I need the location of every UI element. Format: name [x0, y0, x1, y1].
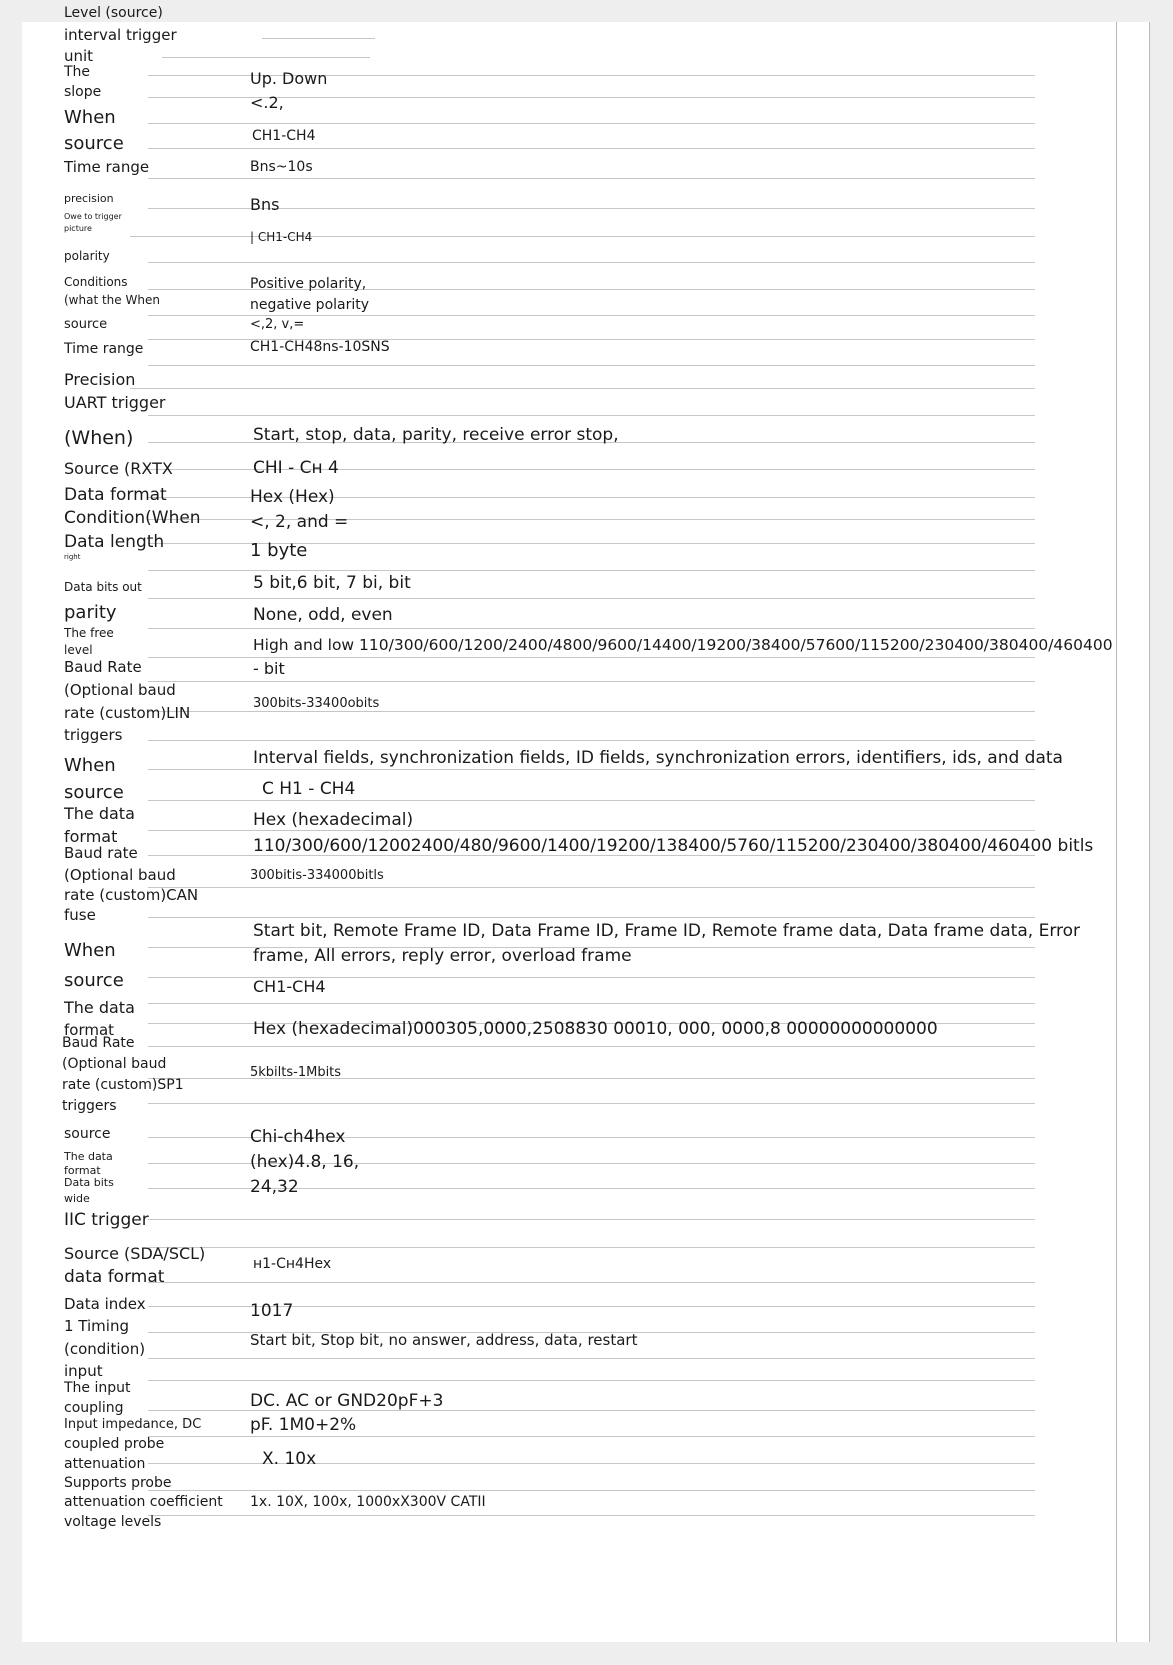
spec-label: source [64, 317, 108, 332]
row-rule [148, 148, 1035, 149]
column-divider [1116, 22, 1117, 1642]
row-rule [148, 1003, 1035, 1004]
spec-label: Time range [64, 158, 150, 176]
spec-value: <.2, [250, 93, 284, 112]
spec-label: (Optional baud [62, 1056, 167, 1072]
spec-label: 1 Timing [64, 1317, 129, 1335]
spec-value: CH1-CH48ns-10SNS [250, 339, 390, 355]
row-rule [148, 769, 1035, 770]
spec-label: The [64, 64, 91, 80]
row-rule [162, 57, 370, 58]
spec-label: source [64, 1126, 111, 1142]
spec-value: CH1-CH4 [253, 977, 326, 996]
row-rule [148, 800, 1035, 801]
spec-label: (Optional baud [64, 681, 176, 699]
spec-value: DC. AC or GND20pF+3 [250, 1391, 444, 1411]
page-edge [1149, 22, 1150, 1642]
spec-label: picture [64, 224, 92, 233]
spec-label: slope [64, 84, 102, 100]
spec-label: rate (custom)SP1 [62, 1077, 184, 1093]
spec-label: IIC trigger [64, 1210, 149, 1230]
spec-value: Hex (hexadecimal) [253, 810, 414, 830]
row-rule [148, 598, 1035, 599]
spec-value: Chi-ch4hex [250, 1127, 346, 1147]
spec-label: Precision [64, 370, 136, 389]
row-rule [148, 1219, 1035, 1220]
spec-label: precision [64, 192, 114, 205]
spec-label: The data [64, 1150, 113, 1163]
spec-label: source [64, 133, 124, 154]
spec-label: source [64, 782, 124, 803]
spec-label: format [64, 1164, 101, 1177]
spec-value: 110/300/600/12002400/480/9600/1400/19200/138400/5760/115200/230400/380400/460400 bitls [253, 836, 1094, 856]
spec-label: format [64, 827, 118, 846]
spec-label: (When) [64, 427, 134, 449]
spec-value: 5 bit,6 bit, 7 bi, bit [253, 573, 411, 593]
spec-value: 300bitis-334000bitls [250, 868, 384, 883]
spec-label: polarity [64, 249, 110, 263]
row-rule [148, 1282, 1035, 1283]
spec-value: - bit [253, 659, 285, 678]
spec-value: Hex (hexadecimal)000305,0000,2508830 00010, 000, 0000,8 00000000000000 [253, 1019, 938, 1039]
spec-label: Data length [64, 532, 165, 552]
spec-label: Baud rate [64, 844, 138, 862]
row-rule [148, 178, 1035, 179]
spec-value: Up. Down [250, 69, 328, 88]
spec-value: | CH1-CH4 [250, 230, 313, 244]
spec-value: frame, All errors, reply error, overload frame [253, 946, 632, 966]
row-rule [148, 415, 1035, 416]
spec-value: X. 10x [262, 1449, 317, 1469]
spec-label: attenuation [64, 1456, 146, 1472]
spec-value: Interval fields, synchronization fields, ID fields, synchronization errors, identifiers, ids, and data [253, 748, 1063, 768]
spec-label: Conditions [64, 275, 128, 289]
spec-value: 5kbilts-1Mbits [250, 1065, 342, 1080]
spec-value: Start bit, Remote Frame ID, Data Frame ID, Frame ID, Remote frame data, Data frame data, Error [253, 921, 1081, 941]
row-rule [148, 315, 1035, 316]
spec-label: parity [64, 602, 117, 623]
spec-label: Data format [64, 485, 167, 505]
spec-value: Bns~10s [250, 159, 313, 175]
row-rule [148, 208, 1035, 209]
spec-label: The free [64, 626, 114, 640]
spec-value: 1 byte [250, 540, 308, 561]
spec-label: fuse [64, 906, 96, 924]
spec-label: Input impedance, DC [64, 1417, 202, 1432]
spec-value: CHI - Cн 4 [253, 458, 339, 478]
spec-label: right [64, 553, 81, 561]
spec-label: The data [64, 998, 135, 1017]
row-rule [148, 657, 1035, 658]
spec-label: Time range [64, 341, 144, 357]
spec-value: High and low 110/300/600/1200/2400/4800/9600/14400/19200/38400/57600/115200/230400/380400/460400 [253, 636, 1113, 654]
spec-label: voltage levels [64, 1514, 162, 1530]
spec-label: rate (custom)CAN [64, 886, 199, 904]
row-rule [148, 123, 1035, 124]
spec-label: rate (custom)LIN [64, 704, 191, 722]
spec-label: Data index [64, 1295, 146, 1313]
spec-label: source [64, 970, 124, 991]
spec-label: UART trigger [64, 393, 166, 412]
spec-value: C H1 - CH4 [262, 779, 356, 799]
spec-value: 24,32 [250, 1177, 299, 1197]
spec-label: unit [64, 47, 94, 65]
spec-label: When [64, 940, 116, 961]
row-rule [148, 1247, 1035, 1248]
spec-value: (hex)4.8, 16, [250, 1152, 360, 1172]
row-rule [148, 365, 1035, 366]
row-rule [148, 1358, 1035, 1359]
row-rule [148, 1380, 1035, 1381]
spec-label: Level (source) [64, 5, 163, 21]
spec-label: The input [64, 1380, 131, 1396]
spec-label: Condition(When [64, 508, 201, 528]
spec-label: wide [64, 1192, 90, 1205]
spec-label: triggers [64, 726, 123, 744]
spec-value: Start bit, Stop bit, no answer, address, data, restart [250, 1331, 638, 1349]
spec-value: <, 2, and = [250, 512, 349, 532]
spec-label: triggers [62, 1098, 117, 1114]
row-rule [148, 917, 1035, 918]
spec-label: coupled probe [64, 1436, 165, 1452]
row-rule [130, 388, 1035, 389]
row-rule [148, 1103, 1035, 1104]
spec-value: Positive polarity, [250, 276, 367, 292]
spec-label: Data bits [64, 1176, 114, 1189]
spec-label: Data bits out [64, 580, 142, 594]
spec-label: Owe to trigger [64, 212, 122, 221]
row-rule [148, 1515, 1035, 1516]
spec-label: When [64, 755, 116, 776]
spec-label: input [64, 1362, 103, 1380]
spec-label: Source (RXTX [64, 459, 173, 478]
spec-label: interval trigger [64, 26, 177, 44]
spec-value: н1-Cн4Hex [253, 1256, 332, 1272]
spec-label: attenuation coefficient [64, 1494, 223, 1510]
spec-value: 1017 [250, 1301, 294, 1321]
row-rule [148, 1436, 1035, 1437]
row-rule [148, 1046, 1035, 1047]
spec-label: When [64, 107, 116, 128]
spec-value: <,2, v,= [250, 317, 305, 332]
spec-label: Supports probe [64, 1475, 172, 1491]
spec-label: (what the When [64, 293, 160, 307]
spec-label: (condition) [64, 1340, 146, 1358]
spec-value: Start, stop, data, parity, receive error stop, [253, 425, 619, 445]
row-rule [262, 38, 375, 39]
spec-sheet [22, 5, 1150, 1642]
spec-label: coupling [64, 1400, 124, 1416]
spec-value: negative polarity [250, 297, 370, 313]
spec-label: data format [64, 1267, 165, 1287]
row-rule [148, 681, 1035, 682]
row-rule [148, 570, 1035, 571]
spec-value: CH1-CH4 [252, 128, 316, 144]
spec-label: Baud Rate [64, 658, 142, 676]
spec-value: None, odd, even [253, 605, 393, 625]
row-rule [148, 262, 1035, 263]
spec-label: (Optional baud [64, 866, 176, 884]
spec-label: Baud Rate [62, 1035, 135, 1051]
spec-label: format [64, 1021, 115, 1039]
row-rule [148, 887, 1035, 888]
row-rule [148, 1490, 1035, 1491]
spec-label: level [64, 643, 93, 657]
spec-value: Hex (Hex) [250, 487, 335, 507]
row-rule [148, 740, 1035, 741]
spec-value: Bns [250, 195, 280, 214]
spec-value: 1x. 10X, 100x, 1000xX300V CATII [250, 1494, 486, 1510]
spec-value: pF. 1M0+2% [250, 1415, 357, 1435]
spec-label: Source (SDA/SCL) [64, 1244, 206, 1263]
spec-label: The data [64, 804, 135, 823]
row-rule [148, 628, 1035, 629]
spec-value: 300bits-33400obits [253, 696, 380, 711]
